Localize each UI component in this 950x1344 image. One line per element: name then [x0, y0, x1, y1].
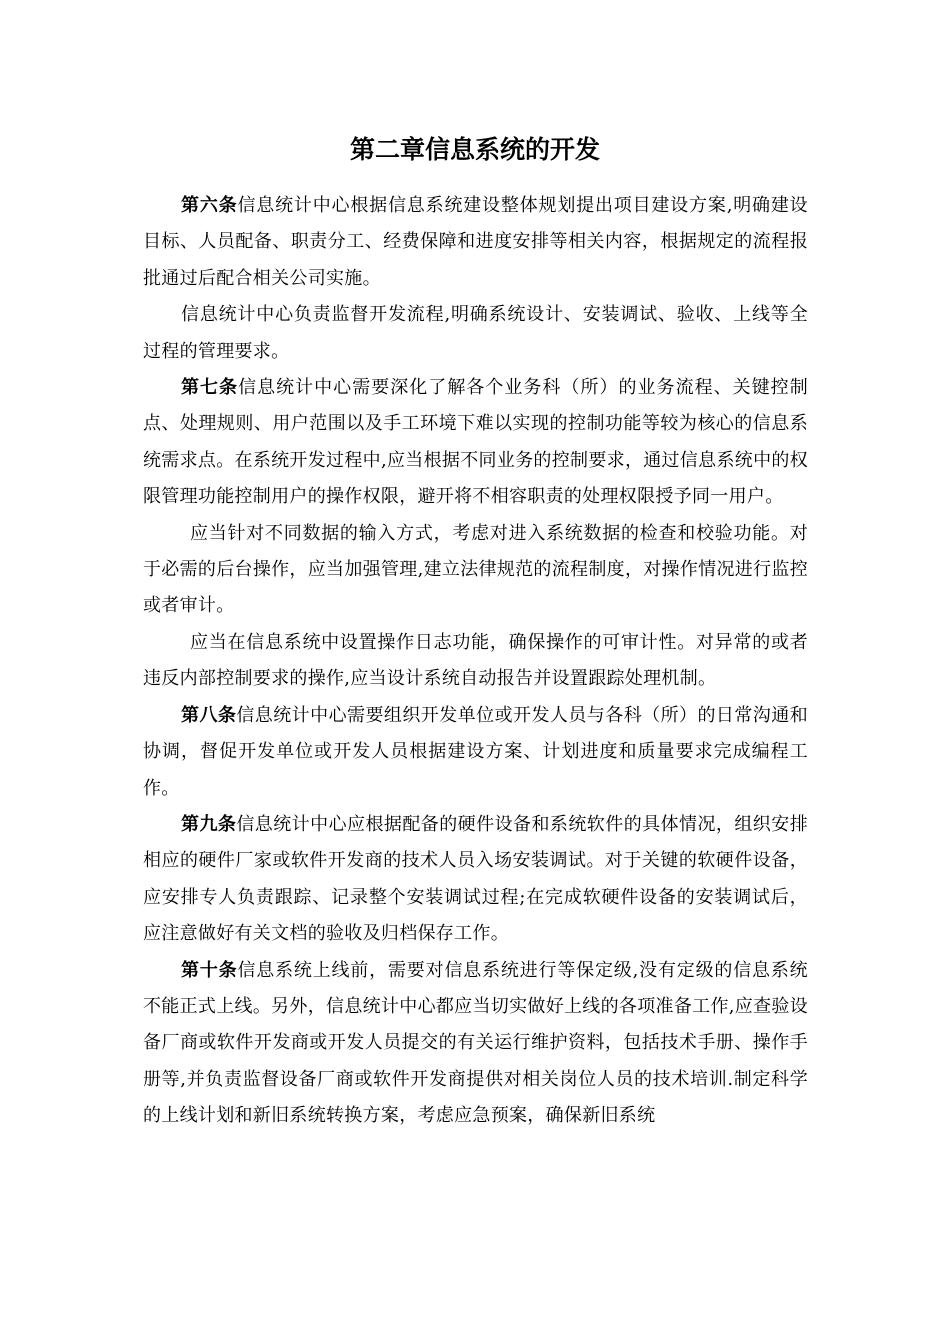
- chapter-title: 第二章信息系统的开发: [349, 135, 600, 164]
- paragraph-text: 信息系统上线前，需要对信息系统进行等保定级,没有定级的信息系统不能正式上线。另外，信息统计中心都应当切实做好上线的各项准备工作,应查验设备厂商或软件开发商或开发人员提交的有关运行维护资料，包括技术手册、操作手册等,并负责监督设备厂商或软件开发商提供对相关岗位人员的技术培训.制定科学的上线计划和新旧系统转换方案，考虑应急预案，确保新旧系统: [143, 959, 808, 1127]
- paragraph-article-6-cont: [143, 297, 808, 370]
- paragraph-text: 应当针对不同数据的输入方式，考虑对进入系统数据的检查和校验功能。对于必需的后台操作，应当加强管理,建立法律规范的流程制度，对操作情况进行监控或者审计。: [143, 522, 808, 617]
- paragraph-text: 信息统计中心应根据配备的硬件设备和系统软件的具体情况，组织安排相应的硬件厂家或软件开发商的技术人员入场安装调试。对于关键的软硬件设备，应安排专人负责跟踪、记录整个安装调试过程;在完成软硬件设备的安装调试后，应注意做好有关文档的验收及归档保存工作。: [143, 813, 809, 945]
- article-label: 第七条: [181, 377, 239, 399]
- paragraph-text: 信息统计中心需要组织开发单位或开发人员与各科（所）的日常沟通和协调，督促开发单位或开发人员根据建设方案、计划进度和质量要求完成编程工作。: [143, 704, 809, 799]
- paragraph-text: 信息统计中心根据信息系统建设整体规划提出项目建设方案,明确建设目标、人员配备、职责分工、经费保障和进度安排等相关内容，根据规定的流程报批通过后配合相关公司实施。: [143, 195, 808, 289]
- paragraph-article-9: [143, 807, 808, 953]
- paragraph-article-7: [143, 370, 808, 516]
- article-label: 第六条: [181, 195, 238, 216]
- article-label: 第九条: [181, 813, 237, 835]
- paragraph-article-7-cont-2: [143, 625, 808, 698]
- paragraph-article-10: [143, 953, 808, 1135]
- article-label: 第十条: [181, 959, 238, 981]
- paragraph-text: 信息统计中心负责监督开发流程,明确系统设计、安装调试、验收、上线等全过程的管理要求。: [143, 304, 808, 362]
- paragraph-text: 信息统计中心需要深化了解各个业务科（所）的业务流程、关键控制点、处理规则、用户范围以及手工环境下难以实现的控制功能等较为核心的信息系统需求点。在系统开发过程中,应当根据不同业务的控制要求，通过信息系统中的权限管理功能控制用户的操作权限，避开将不相容职责的处理权限授予同一用户。: [143, 377, 809, 508]
- document-body: [143, 188, 808, 1135]
- paragraph-article-8: [143, 698, 808, 807]
- paragraph-text: 应当在信息系统中设置操作日志功能，确保操作的可审计性。对异常的或者违反内部控制要求的操作,应当设计系统自动报告并设置跟踪处理机制。: [143, 631, 808, 690]
- paragraph-article-7-cont-1: [143, 516, 808, 625]
- article-label: 第八条: [181, 704, 237, 726]
- paragraph-article-6: [143, 188, 808, 297]
